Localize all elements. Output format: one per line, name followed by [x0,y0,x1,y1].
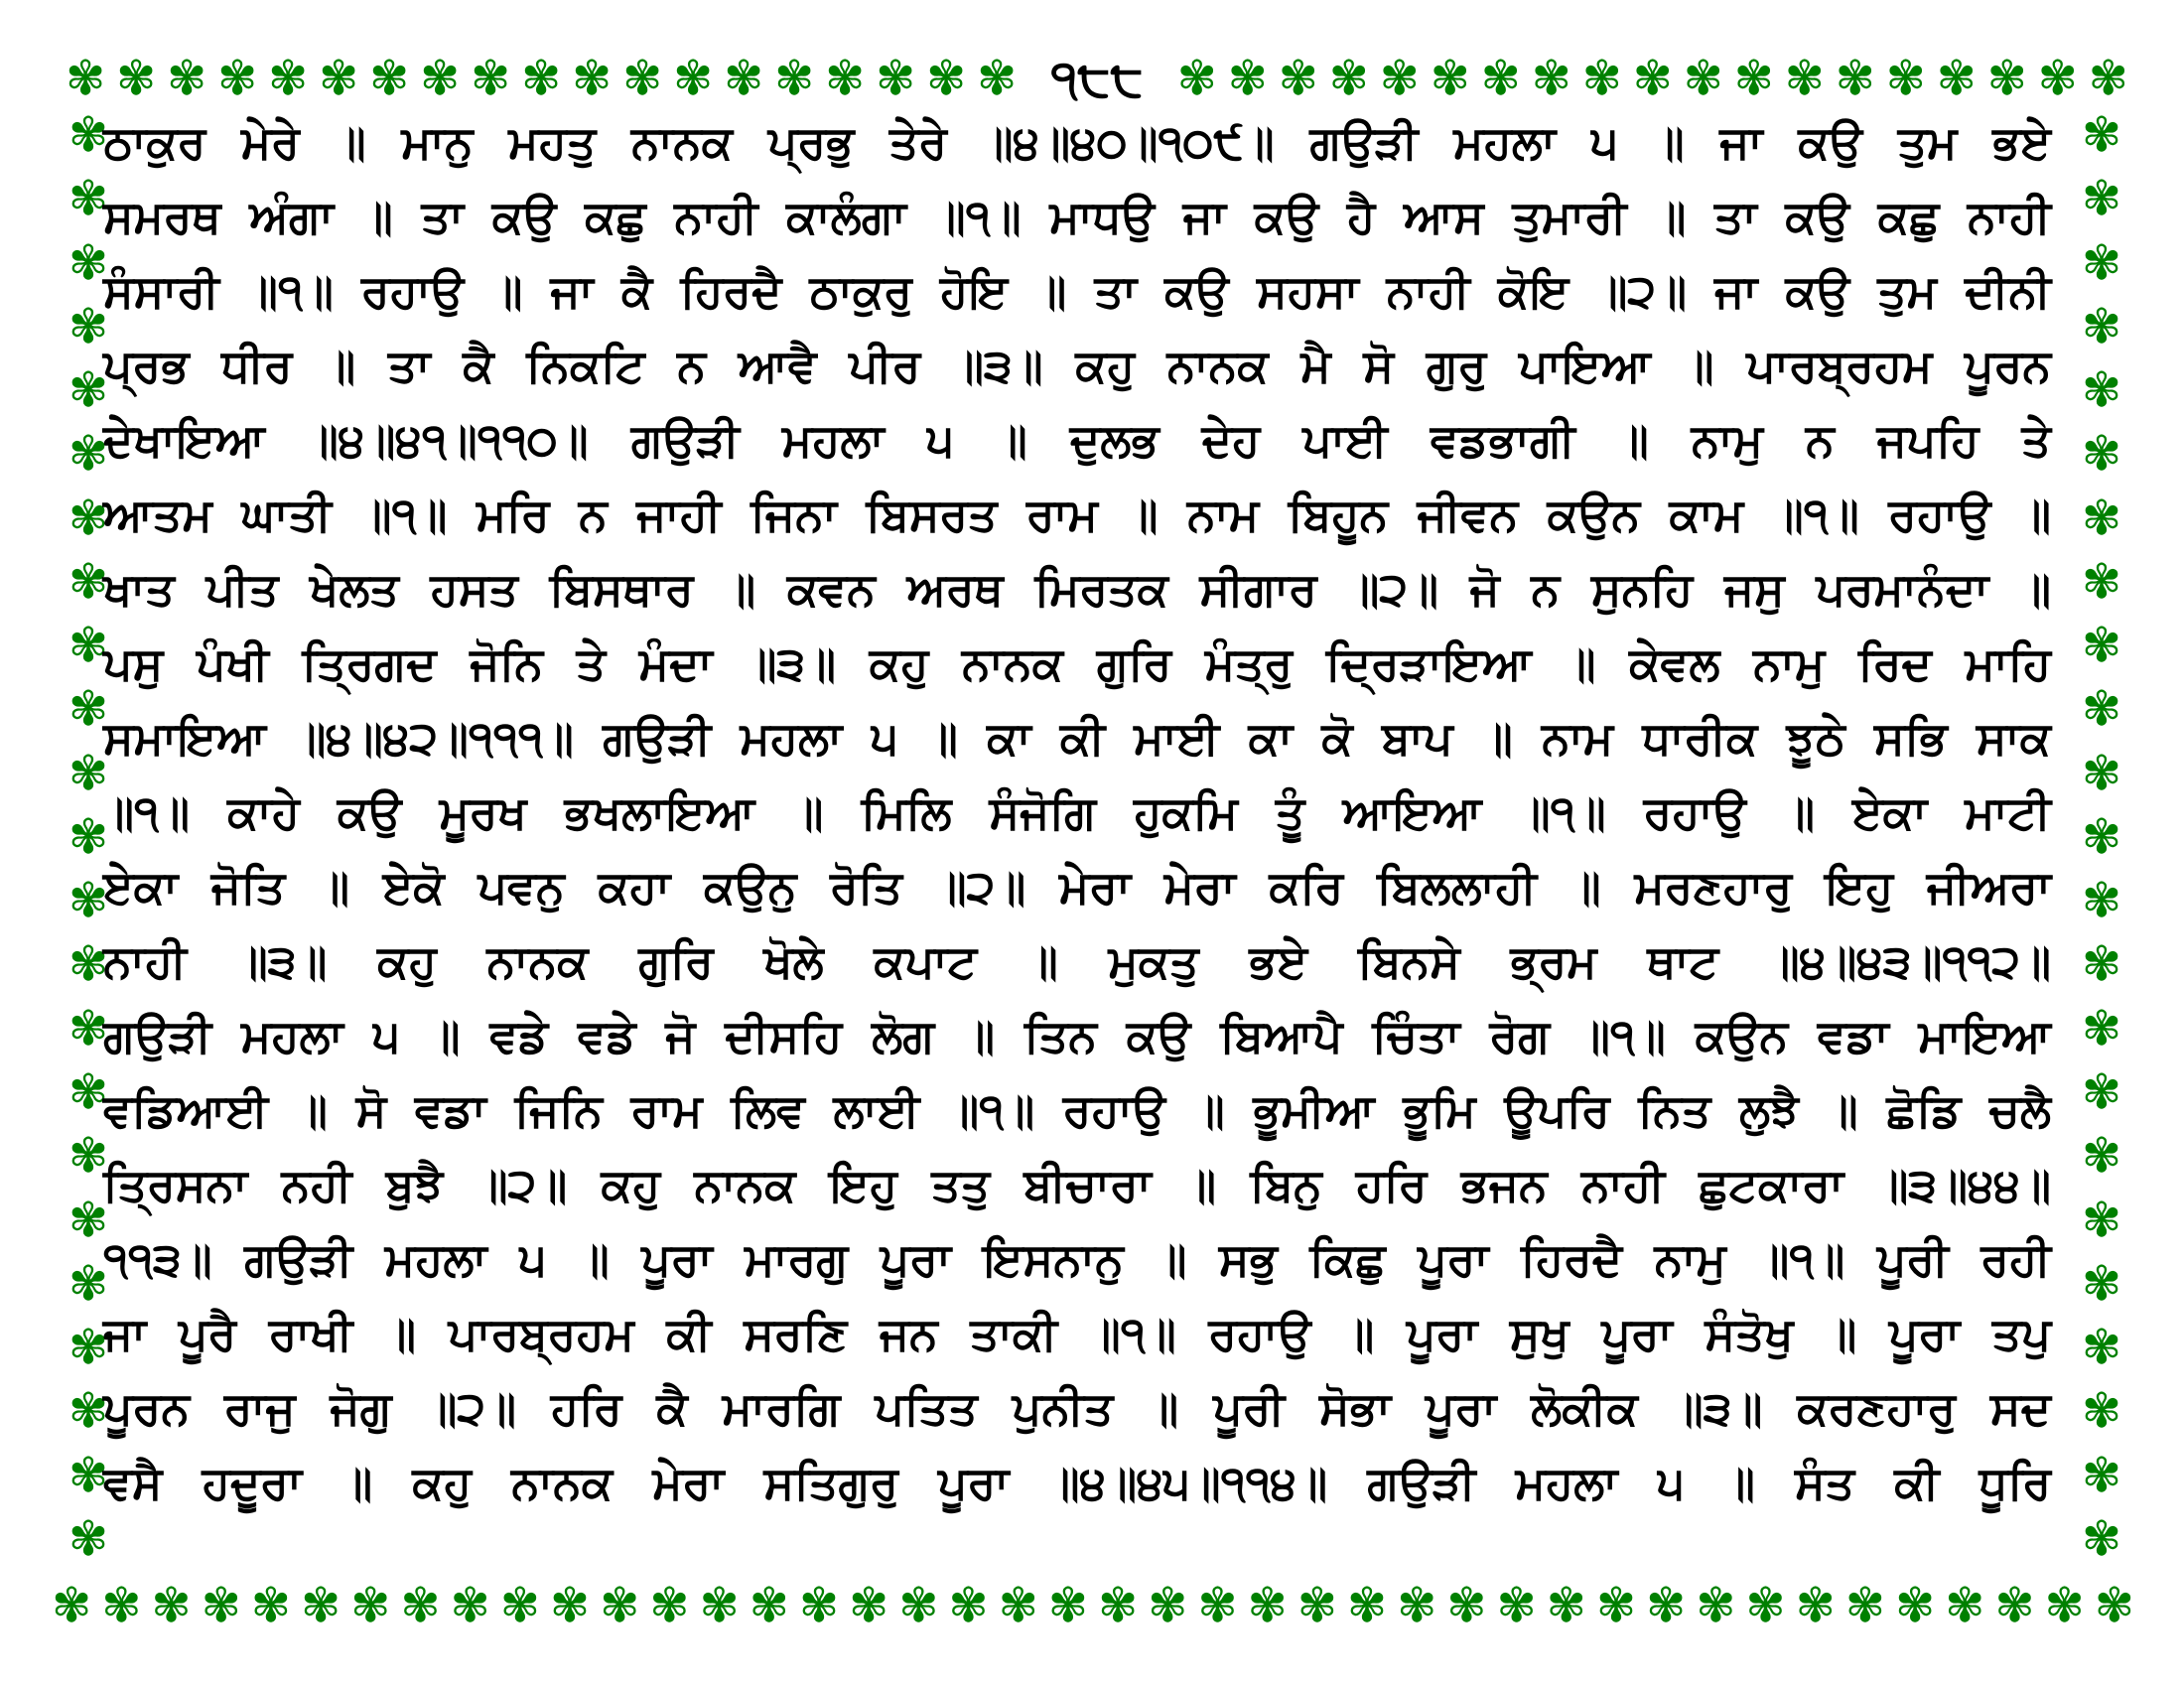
flower-icon: ✾ [68,107,109,163]
flower-icon: ✾ [300,1578,341,1633]
flower-icon: ✾ [1097,1578,1139,1633]
flower-icon: ✾ [749,1578,789,1633]
flower-icon: ✾ [998,1578,1038,1633]
flower-icon: ✾ [68,808,109,865]
flower-icon: ✾ [167,51,207,106]
bottom-border [52,1573,2134,1638]
flower-icon: ✾ [66,51,106,106]
flower-icon: ✾ [68,362,109,419]
flower-icon: ✾ [798,1578,840,1633]
flower-icon: ✾ [1795,1578,1836,1633]
text-line: ਨਾਹੀ ॥੩॥ ਕਹੁ ਨਾਨਕ ਗੁਰਿ ਖੋਲੇ ਕਪਾਟ ॥ ਮੁਕਤੁ ਭਏ ਬਿਨਸੇ ਭ੍ਰਮ ਥਾਟ ॥੪॥੪੩॥੧੧੨॥ [103,934,2051,988]
flower-icon: ✾ [2081,1510,2122,1567]
flower-icon: ✾ [1328,51,1369,106]
flower-icon: ✾ [1346,1578,1388,1633]
flower-icon: ✾ [68,1063,109,1120]
flower-icon: ✾ [1835,51,1875,106]
flower-icon: ✾ [977,51,1018,106]
flower-icon: ✾ [2081,1128,2122,1185]
flower-icon: ✾ [2081,171,2122,227]
flower-icon: ✾ [68,1320,109,1376]
right-border [2069,107,2134,1567]
flower-icon: ✾ [1227,51,1268,106]
flower-icon: ✾ [699,1578,740,1633]
flower-icon: ✾ [2081,1447,2122,1503]
flower-icon: ✾ [217,51,258,106]
flower-icon: ✾ [1945,1578,1985,1633]
text-line: ਵਡਿਆਈ ॥ ਸੋ ਵਡਾ ਜਿਨਿ ਰਾਮ ਲਿਵ ਲਾਈ ॥੧॥ ਰਹਾਉ ॥ ਭੂਮੀਆ ਭੂਮਿ ਊਪਰਿ ਨਿਤ ਲੁਝੈ ॥ ਛੋਡਿ ਚਲੈ [103,1083,2051,1137]
flower-icon: ✾ [68,234,109,291]
flower-icon: ✾ [1733,51,1774,106]
flower-icon: ✾ [2081,1255,2122,1312]
flower-icon: ✾ [319,51,359,106]
flower-icon: ✾ [68,298,109,354]
text-line: ਵਸੈ ਹਦੂਰਾ ॥ ਕਹੁ ਨਾਨਕ ਮੇਰਾ ਸਤਿਗੁਰੁ ਪੂਰਾ ॥੪॥੪੫॥੧੧੪॥ ਗਉੜੀ ਮਹਲਾ ੫ ॥ ਸੰਤ ਕੀ ਧੂਰਿ [103,1456,2051,1509]
flower-icon: ✾ [2081,553,2122,610]
flower-icon: ✾ [68,1255,109,1312]
flower-icon: ✾ [2081,1063,2122,1120]
text-line: ਪੂਰਨ ਰਾਜੁ ਜੋਗੁ ॥੨॥ ਹਰਿ ਕੈ ਮਾਰਗਿ ਪਤਿਤ ਪੁਨੀਤ ॥ ਪੂਰੀ ਸੋਭਾ ਪੂਰਾ ਲੋਕੀਕ ॥੩॥ ਕਰਣਹਾਰੁ ਸਦ [103,1381,2051,1435]
flower-icon: ✾ [116,51,157,106]
flower-icon: ✾ [1994,1578,2035,1633]
flower-icon: ✾ [2081,1192,2122,1248]
text-line: ਗਉੜੀ ਮਹਲਾ ੫ ॥ ਵਡੇ ਵਡੇ ਜੋ ਦੀਸਹਿ ਲੋਗ ॥ ਤਿਨ ਕਉ ਬਿਆਪੈ ਚਿੰਤਾ ਰੋਗ ॥੧॥ ਕਉਨ ਵਡਾ ਮਾਇਆ [103,1009,2051,1062]
flower-icon: ✾ [2081,234,2122,291]
flower-icon: ✾ [2044,1578,2085,1633]
flower-icon: ✾ [2081,681,2122,738]
flower-icon: ✾ [724,51,764,106]
flower-icon: ✾ [1397,1578,1437,1633]
flower-icon: ✾ [1176,51,1217,106]
flower-icon: ✾ [849,1578,889,1633]
flower-icon: ✾ [151,1578,192,1633]
flower-icon: ✾ [52,1578,92,1633]
flower-icon: ✾ [2081,808,2122,865]
flower-icon: ✾ [101,1578,142,1633]
flower-icon: ✾ [1247,1578,1288,1633]
top-border-right-flowers [1176,51,2128,106]
flower-icon: ✾ [2081,490,2122,546]
flower-icon: ✾ [2081,362,2122,419]
flower-icon: ✾ [1632,51,1673,106]
flower-icon: ✾ [201,1578,241,1633]
flower-icon: ✾ [572,51,613,106]
flower-icon: ✾ [2081,873,2122,929]
text-line: ਏਕਾ ਜੋਤਿ ॥ ਏਕੋ ਪਵਨੁ ਕਹਾ ਕਉਨੁ ਰੋਤਿ ॥੨॥ ਮੇਰਾ ਮੇਰਾ ਕਰਿ ਬਿਲਲਾਹੀ ॥ ਮਰਣਹਾਰੁ ਇਹੁ ਜੀਅਰਾ [103,860,2051,914]
flower-icon: ✾ [1745,1578,1786,1633]
flower-icon: ✾ [1784,51,1825,106]
flower-icon: ✾ [268,51,309,106]
text-line: ਖਾਤ ਪੀਤ ਖੇਲਤ ਹਸਤ ਬਿਸਥਾਰ ॥ ਕਵਨ ਅਰਥ ਮਿਰਤਕ ਸੀਗਾਰ ॥੨॥ ਜੋ ਨ ਸੁਨਹਿ ਜਸੁ ਪਰਮਾਨੰਦਾ ॥ [103,562,2051,616]
flower-icon: ✾ [68,171,109,227]
flower-icon: ✾ [1683,51,1723,106]
flower-icon: ✾ [2094,1578,2134,1633]
flower-icon: ✾ [350,1578,391,1633]
flower-icon: ✾ [1646,1578,1687,1633]
flower-icon: ✾ [450,1578,490,1633]
flower-icon: ✾ [622,51,663,106]
flower-icon: ✾ [1894,1578,1936,1633]
flower-icon: ✾ [600,1578,640,1633]
flower-icon: ✾ [549,1578,591,1633]
flower-icon: ✾ [68,490,109,546]
flower-icon: ✾ [1430,51,1470,106]
text-line: ਸਮਾਇਆ ॥੪॥੪੨॥੧੧੧॥ ਗਉੜੀ ਮਹਲਾ ੫ ॥ ਕਾ ਕੀ ਮਾਈ ਕਾ ਕੋ ਬਾਪ ॥ ਨਾਮ ਧਾਰੀਕ ਝੂਠੇ ਸਭਿ ਸਾਕ [103,711,2051,765]
text-line: ਪਸੁ ਪੰਖੀ ਤ੍ਰਿਗਦ ਜੋਨਿ ਤੇ ਮੰਦਾ ॥੩॥ ਕਹੁ ਨਾਨਕ ਗੁਰਿ ਮੰਤ੍ਰੁ ਦ੍ਰਿੜਾਇਆ ॥ ਕੇਵਲ ਨਾਮੁ ਰਿਦ ਮਾਹਿ [103,636,2051,690]
flower-icon: ✾ [2081,618,2122,674]
flower-icon: ✾ [2081,298,2122,354]
flower-icon: ✾ [400,1578,441,1633]
text-line: ਸਮਰਥ ਅੰਗਾ ॥ ਤਾ ਕਉ ਕਛੁ ਨਾਹੀ ਕਾਲੰਗਾ ॥੧॥ ਮਾਧਉ ਜਾ ਕਉ ਹੈ ਆਸ ਤੁਮਾਰੀ ॥ ਤਾ ਕਉ ਕਛੁ ਨਾਹੀ [103,190,2051,243]
flower-icon: ✾ [68,1510,109,1567]
flower-icon: ✾ [68,936,109,993]
flower-icon: ✾ [1480,51,1521,106]
flower-icon: ✾ [68,745,109,801]
flower-icon: ✾ [420,51,461,106]
flower-icon: ✾ [471,51,511,106]
flower-icon: ✾ [2081,1320,2122,1376]
text-line: ਦੇਖਾਇਆ ॥੪॥੪੧॥੧੧੦॥ ਗਉੜੀ ਮਹਲਾ ੫ ॥ ਦੁਲਭ ਦੇਹ ਪਾਈ ਵਡਭਾਗੀ ॥ ਨਾਮੁ ਨ ਜਪਹਿ ਤੇ [103,413,2051,467]
flower-icon: ✾ [1297,1578,1337,1633]
flower-icon: ✾ [1885,51,1926,106]
top-border [66,44,2128,113]
text-line: ॥੧॥ ਕਾਹੇ ਕਉ ਮੂਰਖ ਭਖਲਾਇਆ ॥ ਮਿਲਿ ਸੰਜੋਗਿ ਹੁਕਮਿ ਤੂੰ ਆਇਆ ॥੧॥ ਰਹਾਉ ॥ ਏਕਾ ਮਾਟੀ [103,785,2051,839]
flower-icon: ✾ [1844,1578,1885,1633]
flower-icon: ✾ [68,1383,109,1440]
flower-icon: ✾ [1696,1578,1736,1633]
flower-icon: ✾ [2081,745,2122,801]
text-line: ਸੰਸਾਰੀ ॥੧॥ ਰਹਾਉ ॥ ਜਾ ਕੈ ਹਿਰਦੈ ਠਾਕੁਰੁ ਹੋਇ ॥ ਤਾ ਕਉ ਸਹਸਾ ਨਾਹੀ ਕੋਇ ॥੨॥ ਜਾ ਕਉ ਤੁਮ ਦੀਨੀ [103,264,2051,318]
page-number: ੧੮੮ [1050,49,1144,107]
flower-icon: ✾ [926,51,967,106]
flower-icon: ✾ [649,1578,690,1633]
flower-icon: ✾ [250,1578,291,1633]
text-line: ਤ੍ਰਿਸਨਾ ਨਹੀ ਬੁਝੈ ॥੨॥ ਕਹੁ ਨਾਨਕ ਇਹੁ ਤਤੁ ਬੀਚਾਰਾ ॥ ਬਿਨੁ ਹਰਿ ਭਜਨ ਨਾਹੀ ਛੁਟਕਾਰਾ ॥੩॥੪੪॥ [103,1158,2051,1211]
flower-icon: ✾ [1595,1578,1637,1633]
flower-icon: ✾ [521,51,562,106]
flower-icon: ✾ [68,681,109,738]
flower-icon: ✾ [68,1128,109,1185]
flower-icon: ✾ [68,873,109,929]
text-line: ਆਤਮ ਘਾਤੀ ॥੧॥ ਮਰਿ ਨ ਜਾਹੀ ਜਿਨਾ ਬਿਸਰਤ ਰਾਮ ॥ ਨਾਮ ਬਿਹੂਨ ਜੀਵਨ ਕਉਨ ਕਾਮ ॥੧॥ ਰਹਾਉ ॥ [103,488,2051,541]
flower-icon: ✾ [68,1000,109,1056]
flower-icon: ✾ [1546,1578,1586,1633]
flower-icon: ✾ [1197,1578,1238,1633]
flower-icon: ✾ [2088,51,2128,106]
flower-icon: ✾ [68,618,109,674]
text-line: ਜਾ ਪੂਰੈ ਰਾਖੀ ॥ ਪਾਰਬ੍ਰਹਮ ਕੀ ਸਰਣਿ ਜਨ ਤਾਕੀ ॥੧॥ ਰਹਾਉ ॥ ਪੂਰਾ ਸੁਖੁ ਪੂਰਾ ਸੰਤੋਖੁ ॥ ਪੂਰਾ ਤਪੁ [103,1307,2051,1360]
flower-icon: ✾ [948,1578,989,1633]
flower-icon: ✾ [1379,51,1420,106]
flower-icon: ✾ [68,426,109,483]
flower-icon: ✾ [2081,1000,2122,1056]
flower-icon: ✾ [68,553,109,610]
flower-icon: ✾ [2037,51,2078,106]
flower-icon: ✾ [2081,107,2122,163]
flower-icon: ✾ [1446,1578,1487,1633]
flower-icon: ✾ [1581,51,1622,106]
text-line: ਪ੍ਰਭ ਧੀਰ ॥ ਤਾ ਕੈ ਨਿਕਟਿ ਨ ਆਵੈ ਪੀਰ ॥੩॥ ਕਹੁ ਨਾਨਕ ਮੈ ਸੋ ਗੁਰੁ ਪਾਇਆ ॥ ਪਾਰਬ੍ਰਹਮ ਪੂਰਨ [103,339,2051,392]
flower-icon: ✾ [825,51,866,106]
flower-icon: ✾ [1936,51,1977,106]
top-border-left-flowers [66,51,1018,106]
flower-icon: ✾ [1047,1578,1088,1633]
flower-icon: ✾ [2081,1383,2122,1440]
flower-icon: ✾ [876,51,916,106]
flower-icon: ✾ [499,1578,540,1633]
flower-icon: ✾ [774,51,815,106]
flower-icon: ✾ [2081,936,2122,993]
flower-icon: ✾ [369,51,410,106]
flower-icon: ✾ [1531,51,1571,106]
flower-icon: ✾ [2081,426,2122,483]
flower-icon: ✾ [1986,51,2027,106]
flower-icon: ✾ [898,1578,939,1633]
flower-icon: ✾ [1278,51,1318,106]
flower-icon: ✾ [68,1192,109,1248]
flower-icon: ✾ [1496,1578,1537,1633]
text-line: ੧੧੩॥ ਗਉੜੀ ਮਹਲਾ ੫ ॥ ਪੂਰਾ ਮਾਰਗੁ ਪੂਰਾ ਇਸਨਾਨੁ ॥ ਸਭੁ ਕਿਛੁ ਪੂਰਾ ਹਿਰਦੈ ਨਾਮੁ ॥੧॥ ਪੂਰੀ ਰਹੀ [103,1232,2051,1286]
flower-icon: ✾ [68,1447,109,1503]
flower-icon: ✾ [673,51,714,106]
text-line: ਠਾਕੁਰ ਮੇਰੇ ॥ ਮਾਨੁ ਮਹਤੁ ਨਾਨਕ ਪ੍ਰਭੁ ਤੇਰੇ ॥੪॥੪੦॥੧੦੯॥ ਗਉੜੀ ਮਹਲਾ ੫ ॥ ਜਾ ਕਉ ਤੁਮ ਭਏ [103,115,2051,169]
flower-icon: ✾ [1148,1578,1188,1633]
scripture-text [103,105,2051,1520]
